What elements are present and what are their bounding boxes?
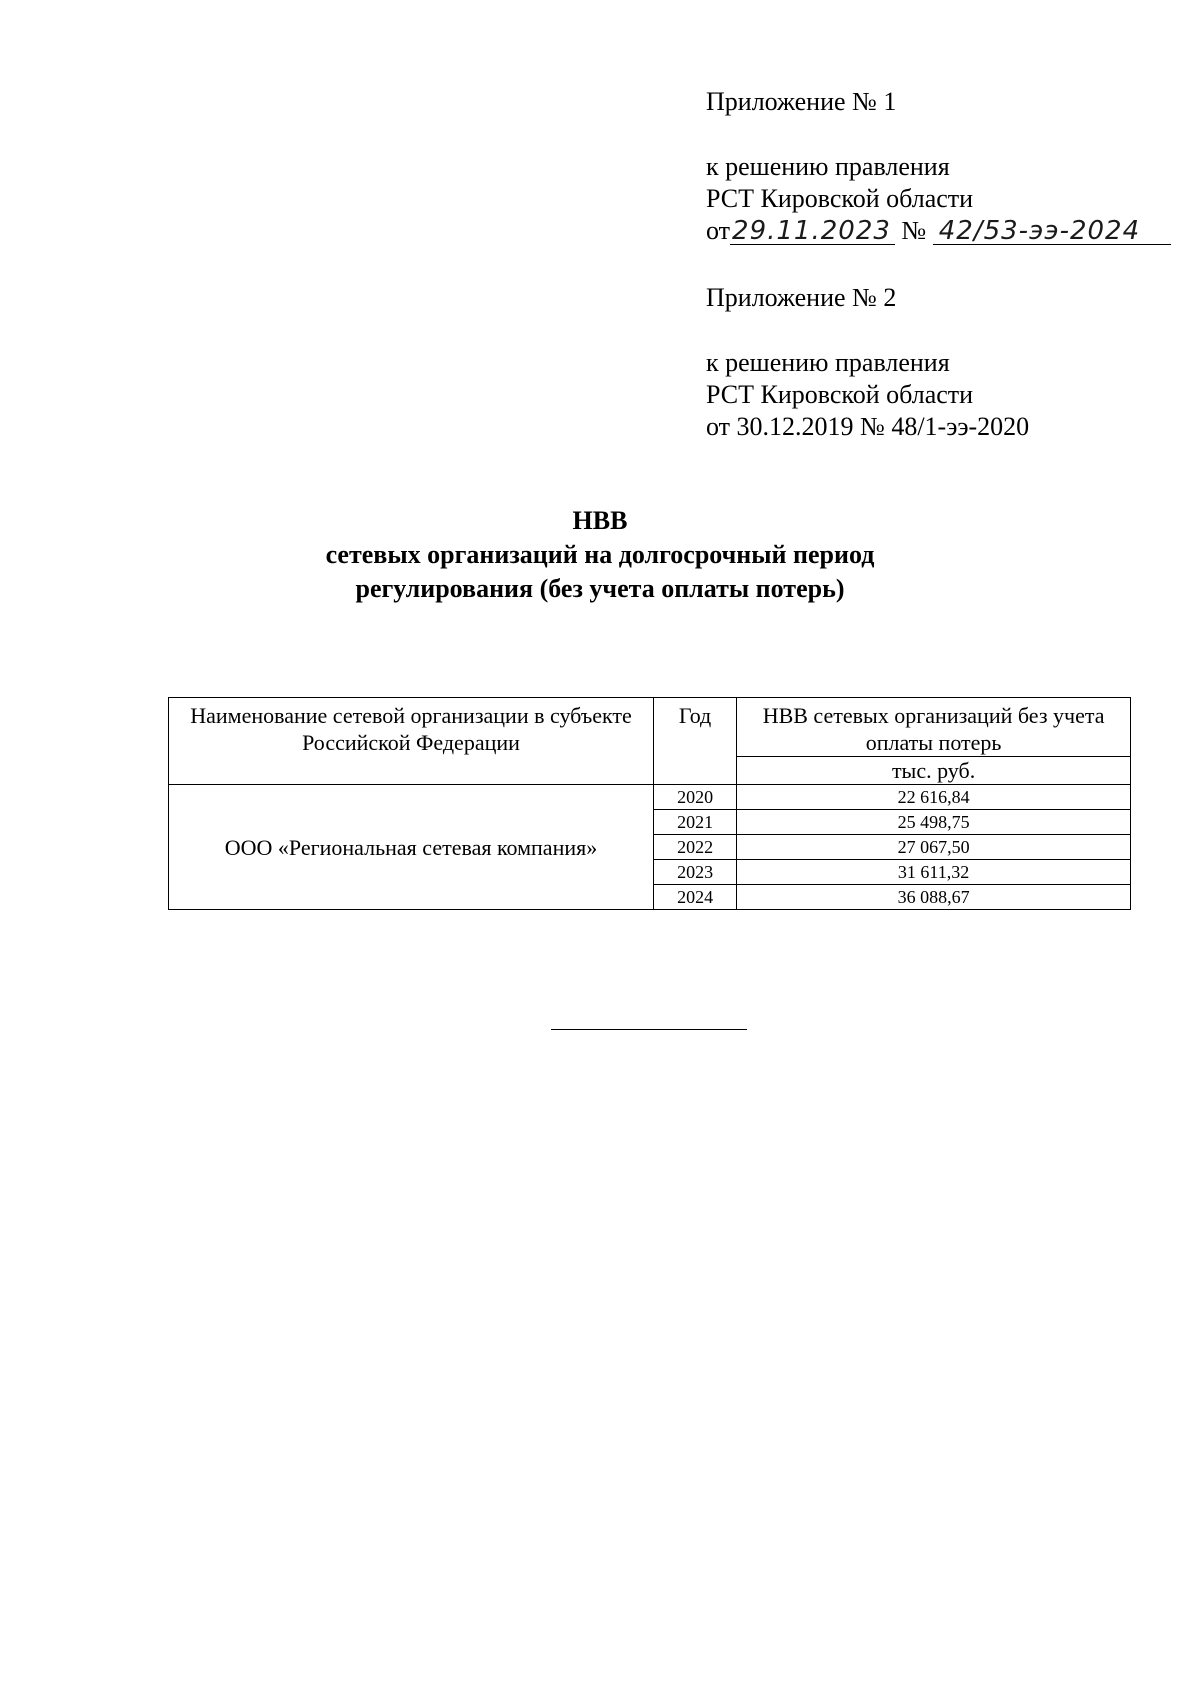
end-of-document-rule [551,1029,747,1030]
approval-1-date-line [706,215,1171,247]
approval-block-1 [706,86,1171,247]
approval-1-number-sign: № [901,216,927,245]
year-cell: 2023 [654,860,737,885]
approval-2-line2: РСТ Кировской области [706,380,974,409]
document-title: НВВ [572,506,628,535]
value-cell: 31 611,32 [737,860,1131,885]
table-row [169,785,1131,810]
year-cell: 2021 [654,810,737,835]
year-cell: 2020 [654,785,737,810]
nvv-table [168,697,1131,910]
value-cell: 22 616,84 [737,785,1131,810]
approval-1-from-prefix: от [706,216,731,245]
value-cell: 36 088,67 [737,885,1131,910]
header-nvv: НВВ сетевых организаций без учета оплаты потерь [737,698,1131,757]
approval-1-line2: РСТ Кировской области [706,184,974,213]
handwritten-number: 42/53-ээ-2024 [933,218,1171,245]
header-organization-name: Наименование сетевой организации в субъекте Российской Федерации [169,698,654,785]
value-cell: 25 498,75 [737,810,1131,835]
value-cell: 27 067,50 [737,835,1131,860]
document-subtitle-line1: сетевых организаций на долгосрочный период [325,540,875,569]
approval-1-title: Приложение № 1 [706,87,897,116]
header-year: Год [654,698,737,785]
approval-2-title: Приложение № 2 [706,283,897,312]
approval-2-line3: от 30.12.2019 № 48/1-ээ-2020 [706,412,1030,441]
approval-block-2 [706,282,1029,443]
table-header-row [169,698,1131,757]
year-cell: 2024 [654,885,737,910]
organization-cell: ООО «Региональная сетевая компания» [169,785,654,910]
handwritten-date: 29.11.2023 [730,218,895,245]
approval-1-line1: к решению правления [706,152,950,181]
document-subtitle-line2: регулирования (без учета оплаты потерь) [355,574,845,603]
approval-2-line1: к решению правления [706,348,950,377]
year-cell: 2022 [654,835,737,860]
header-unit: тыс. руб. [737,757,1131,785]
